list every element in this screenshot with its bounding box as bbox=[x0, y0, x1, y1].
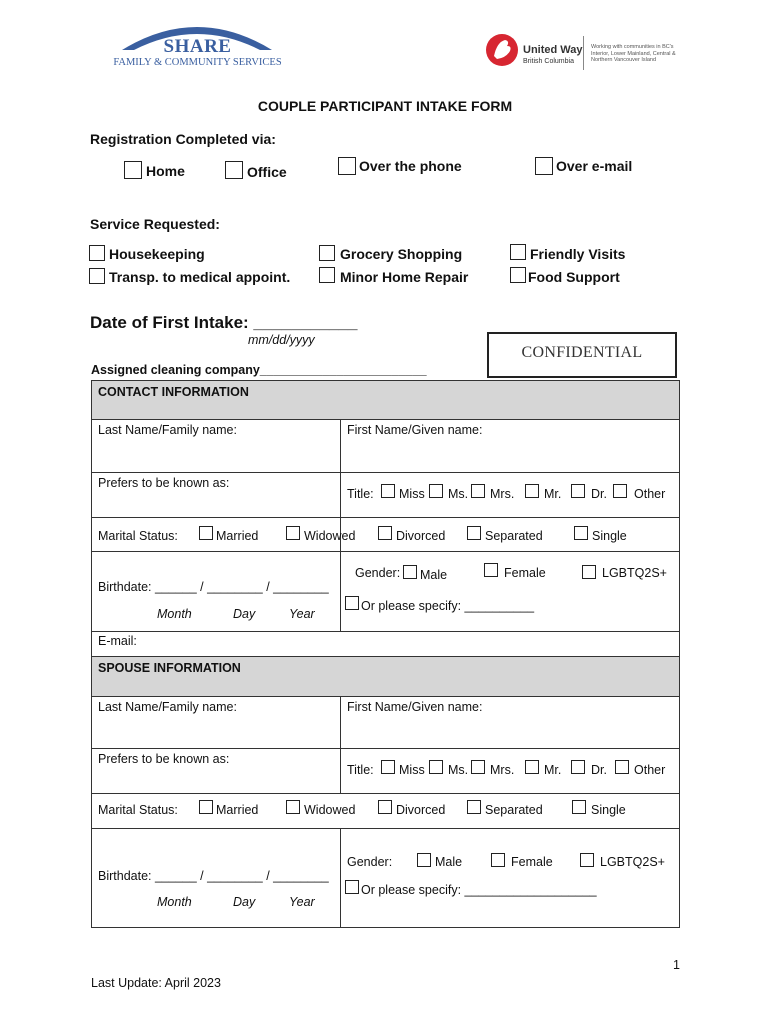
spouse-divider bbox=[91, 696, 680, 697]
spouse-birthdate-label: Birthdate: ______ / ________ / ________ bbox=[98, 869, 329, 883]
spouse-title-mrs-checkbox[interactable] bbox=[471, 760, 485, 774]
last-update: Last Update: April 2023 bbox=[91, 976, 221, 990]
spouse-widowed-checkbox[interactable] bbox=[286, 800, 300, 814]
contact-divider bbox=[340, 551, 341, 631]
service-grocery-checkbox[interactable] bbox=[319, 245, 335, 261]
contact-female-label: Female bbox=[504, 566, 546, 580]
united-way-hand-icon bbox=[485, 32, 519, 68]
contact-lgbtq-label: LGBTQ2S+ bbox=[602, 566, 667, 580]
contact-marital-label: Marital Status: bbox=[98, 529, 178, 543]
intake-date-label: Date of First Intake: ___________ bbox=[90, 313, 358, 332]
united-way-divider bbox=[583, 36, 584, 70]
contact-married-checkbox[interactable] bbox=[199, 526, 213, 540]
contact-divider bbox=[91, 551, 680, 552]
contact-married-label: Married bbox=[216, 529, 259, 543]
contact-specify-label: Or please specify: __________ bbox=[361, 599, 535, 613]
contact-title-label: Title: bbox=[347, 487, 374, 501]
registration-label: Registration Completed via: bbox=[90, 131, 276, 147]
spouse-title-other-label: Other bbox=[634, 763, 666, 777]
contact-divorced-label: Divorced bbox=[396, 529, 446, 543]
spouse-title-mr-checkbox[interactable] bbox=[525, 760, 539, 774]
service-food-label: Food Support bbox=[528, 269, 620, 285]
contact-title-miss-checkbox[interactable] bbox=[381, 484, 395, 498]
contact-title-ms-label: Ms. bbox=[448, 487, 469, 501]
spouse-single-label: Single bbox=[591, 803, 626, 817]
form-title: COUPLE PARTICIPANT INTAKE FORM bbox=[257, 98, 513, 114]
service-housekeeping-checkbox[interactable] bbox=[89, 245, 105, 261]
spouse-last-name-label: Last Name/Family name: bbox=[98, 700, 237, 714]
registration-home-label: Home bbox=[146, 163, 185, 179]
confidential-label: CONFIDENTIAL bbox=[521, 344, 643, 361]
share-logo-name: SHARE bbox=[163, 36, 232, 57]
united-way-name: United Way bbox=[523, 44, 583, 56]
united-way-tagline: Working with communities in BC's Interior, Lower Mainland, Central & Northern Vancouver Island bbox=[591, 44, 676, 63]
contact-widowed-label: Widowed bbox=[304, 529, 356, 543]
united-way-region: British Columbia bbox=[523, 58, 574, 65]
service-visits-label: Friendly Visits bbox=[530, 246, 626, 262]
service-visits-checkbox[interactable] bbox=[510, 244, 526, 260]
contact-separated-checkbox[interactable] bbox=[467, 526, 481, 540]
spouse-single-checkbox[interactable] bbox=[572, 800, 586, 814]
share-logo bbox=[100, 12, 295, 74]
service-repair-checkbox[interactable] bbox=[319, 267, 335, 283]
contact-title-miss-label: Miss bbox=[399, 487, 425, 501]
contact-divider bbox=[91, 517, 680, 518]
contact-widowed-checkbox[interactable] bbox=[286, 526, 300, 540]
service-housekeeping-label: Housekeeping bbox=[109, 246, 205, 262]
service-transport-label: Transp. to medical appoint. bbox=[109, 269, 291, 285]
spouse-specify-label: Or please specify: ___________________ bbox=[361, 883, 597, 897]
contact-title-dr-checkbox[interactable] bbox=[571, 484, 585, 498]
registration-office-label: Office bbox=[247, 164, 287, 180]
contact-day-label: Day bbox=[233, 607, 256, 621]
contact-title-dr-label: Dr. bbox=[591, 487, 607, 501]
united-way-logo bbox=[485, 30, 685, 75]
spouse-divider bbox=[340, 828, 341, 928]
spouse-marital-label: Marital Status: bbox=[98, 803, 178, 817]
spouse-divider bbox=[91, 828, 680, 829]
spouse-heading: SPOUSE INFORMATION bbox=[98, 661, 241, 675]
spouse-divorced-checkbox[interactable] bbox=[378, 800, 392, 814]
intake-date-format: mm/dd/yyyy bbox=[248, 333, 315, 347]
spouse-prefers-label: Prefers to be known as: bbox=[98, 752, 230, 766]
spouse-lgbtq-checkbox[interactable] bbox=[580, 853, 594, 867]
spouse-year-label: Year bbox=[289, 895, 315, 909]
service-repair-label: Minor Home Repair bbox=[340, 269, 469, 285]
registration-office-checkbox[interactable] bbox=[225, 161, 243, 179]
contact-email-label: E-mail: bbox=[98, 634, 137, 648]
spouse-divider bbox=[340, 748, 341, 793]
spouse-female-label: Female bbox=[511, 855, 553, 869]
spouse-separated-label: Separated bbox=[485, 803, 543, 817]
contact-specify-checkbox[interactable] bbox=[345, 596, 359, 610]
contact-title-mrs-label: Mrs. bbox=[490, 487, 515, 501]
spouse-title-dr-checkbox[interactable] bbox=[571, 760, 585, 774]
contact-title-other-label: Other bbox=[634, 487, 666, 501]
spouse-separated-checkbox[interactable] bbox=[467, 800, 481, 814]
contact-birthdate-label: Birthdate: ______ / ________ / ________ bbox=[98, 580, 329, 594]
spouse-female-checkbox[interactable] bbox=[491, 853, 505, 867]
contact-separated-label: Separated bbox=[485, 529, 543, 543]
spouse-title-label: Title: bbox=[347, 763, 374, 777]
spouse-title-ms-checkbox[interactable] bbox=[429, 760, 443, 774]
contact-divorced-checkbox[interactable] bbox=[378, 526, 392, 540]
spouse-title-dr-label: Dr. bbox=[591, 763, 607, 777]
registration-email-checkbox[interactable] bbox=[535, 157, 553, 175]
spouse-title-other-checkbox[interactable] bbox=[615, 760, 629, 774]
contact-year-label: Year bbox=[289, 607, 315, 621]
spouse-lgbtq-label: LGBTQ2S+ bbox=[600, 855, 665, 869]
contact-male-checkbox[interactable] bbox=[403, 565, 417, 579]
service-grocery-label: Grocery Shopping bbox=[340, 246, 463, 262]
contact-title-mrs-checkbox[interactable] bbox=[471, 484, 485, 498]
contact-divider bbox=[91, 419, 680, 420]
spouse-specify-checkbox[interactable] bbox=[345, 880, 359, 894]
spouse-day-label: Day bbox=[233, 895, 256, 909]
confidential-box bbox=[487, 332, 677, 378]
contact-title-ms-checkbox[interactable] bbox=[429, 484, 443, 498]
spouse-month-label: Month bbox=[157, 895, 192, 909]
spouse-title-ms-label: Ms. bbox=[448, 763, 469, 777]
spouse-title-mr-label: Mr. bbox=[544, 763, 562, 777]
share-logo-tagline: FAMILY & COMMUNITY SERVICES bbox=[113, 57, 282, 68]
contact-male-label: Male bbox=[420, 568, 448, 582]
spouse-married-label: Married bbox=[216, 803, 259, 817]
contact-divider bbox=[91, 472, 680, 473]
service-transport-checkbox[interactable] bbox=[89, 268, 105, 284]
contact-title-mr-label: Mr. bbox=[544, 487, 562, 501]
spouse-male-checkbox[interactable] bbox=[417, 853, 431, 867]
registration-email-label: Over e-mail bbox=[556, 158, 633, 174]
registration-phone-checkbox[interactable] bbox=[338, 157, 356, 175]
spouse-male-label: Male bbox=[435, 855, 463, 869]
contact-female-checkbox[interactable] bbox=[484, 563, 498, 577]
spouse-divorced-label: Divorced bbox=[396, 803, 446, 817]
service-label: Service Requested: bbox=[90, 216, 220, 232]
page-number: 1 bbox=[673, 958, 680, 972]
contact-last-name-label: Last Name/Family name: bbox=[98, 423, 237, 437]
contact-divider bbox=[91, 631, 680, 632]
registration-phone-label: Over the phone bbox=[359, 158, 462, 174]
spouse-title-miss-label: Miss bbox=[399, 763, 425, 777]
cleaning-company-label: Assigned cleaning company________________________ bbox=[91, 363, 427, 377]
spouse-divider bbox=[340, 696, 341, 748]
service-food-checkbox[interactable] bbox=[510, 267, 526, 283]
contact-title-mr-checkbox[interactable] bbox=[525, 484, 539, 498]
spouse-title-mrs-label: Mrs. bbox=[490, 763, 515, 777]
spouse-widowed-label: Widowed bbox=[304, 803, 356, 817]
contact-lgbtq-checkbox[interactable] bbox=[582, 565, 596, 579]
contact-single-checkbox[interactable] bbox=[574, 526, 588, 540]
contact-month-label: Month bbox=[157, 607, 192, 621]
spouse-married-checkbox[interactable] bbox=[199, 800, 213, 814]
spouse-first-name-label: First Name/Given name: bbox=[347, 700, 483, 714]
contact-heading: CONTACT INFORMATION bbox=[98, 385, 249, 399]
spouse-title-miss-checkbox[interactable] bbox=[381, 760, 395, 774]
registration-home-checkbox[interactable] bbox=[124, 161, 142, 179]
contact-prefers-label: Prefers to be known as: bbox=[98, 476, 230, 490]
contact-gender-label: Gender: bbox=[355, 566, 401, 580]
spouse-divider bbox=[91, 793, 680, 794]
contact-title-other-checkbox[interactable] bbox=[613, 484, 627, 498]
contact-single-label: Single bbox=[592, 529, 627, 543]
spouse-gender-label: Gender: bbox=[347, 855, 393, 869]
spouse-divider bbox=[91, 748, 680, 749]
contact-first-name-label: First Name/Given name: bbox=[347, 423, 483, 437]
